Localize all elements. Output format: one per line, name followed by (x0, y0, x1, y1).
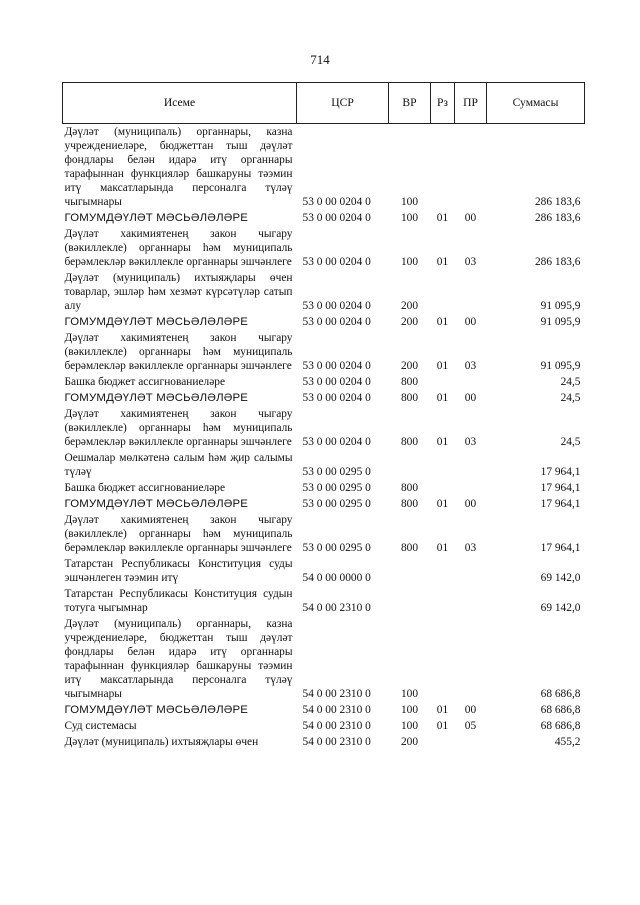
cell-name: Дәүләт хакимиятенең закон чыгару (вәкиллекле) органнары һәм муниципаль берәмлекләр вәкиллекле органнары эшчәнлеге (64, 514, 293, 554)
header-sum: Суммасы (487, 83, 585, 124)
cell-csr: 53 0 00 0204 0 (302, 360, 371, 372)
cell-pr: 00 (464, 498, 477, 510)
cell-pr (455, 734, 487, 750)
cell-sum: 17 964,1 (540, 498, 581, 510)
cell-rz: 01 (436, 212, 449, 224)
header-rz: Рз (431, 83, 455, 124)
cell-csr: 54 0 00 2310 0 (302, 688, 371, 700)
cell-rz: 01 (436, 720, 449, 732)
cell-pr: 03 (464, 360, 477, 372)
cell-sum: 24,5 (560, 376, 581, 388)
cell-pr (455, 586, 487, 616)
page-number: 714 (310, 52, 330, 67)
table-row (63, 124, 585, 211)
table-row (63, 586, 585, 616)
table-header (63, 83, 585, 124)
table-row (63, 330, 585, 374)
cell-rz: 01 (436, 704, 449, 716)
header-vr: ВР (389, 83, 431, 124)
cell-name: Дәүләт хакимиятенең закон чыгару (вәкиллекле) органнары һәм муниципаль берәмлекләр вәкиллекле органнары эшчәнлеге (64, 408, 293, 448)
table-row (63, 702, 585, 718)
table-body (63, 124, 585, 751)
cell-name: ГОМУМДӘҮЛӘТ МӘСЬӘЛӘЛӘРЕ (64, 704, 249, 716)
cell-rz: 01 (436, 256, 449, 268)
header-pr: ПР (455, 83, 487, 124)
cell-rz (431, 586, 455, 616)
cell-vr: 200 (400, 316, 419, 328)
cell-csr: 54 0 00 2310 0 (302, 704, 371, 716)
table-row (63, 210, 585, 226)
cell-name: Дәүләт хакимиятенең закон чыгару (вәкиллекле) органнары һәм муниципаль берәмлекләр вәкиллекле органнары эшчәнлеге (64, 228, 293, 268)
table-row (63, 450, 585, 480)
cell-pr (455, 124, 487, 211)
cell-rz: 01 (436, 360, 449, 372)
cell-name: Суд системасы (64, 720, 137, 732)
table-row (63, 374, 585, 390)
cell-rz: 01 (436, 436, 449, 448)
cell-csr: 53 0 00 0204 0 (302, 436, 371, 448)
cell-vr: 100 (400, 704, 419, 716)
cell-vr: 800 (400, 436, 419, 448)
cell-pr (455, 270, 487, 314)
cell-vr: 200 (400, 300, 419, 312)
cell-sum: 17 964,1 (540, 482, 581, 494)
cell-pr: 03 (464, 256, 477, 268)
cell-csr: 54 0 00 2310 0 (302, 602, 371, 614)
cell-rz (431, 450, 455, 480)
cell-vr (389, 586, 431, 616)
cell-csr: 53 0 00 0204 0 (302, 300, 371, 312)
cell-csr: 53 0 00 0295 0 (302, 482, 371, 494)
cell-vr: 800 (400, 392, 419, 404)
table-row (63, 734, 585, 750)
cell-pr (455, 480, 487, 496)
cell-pr (455, 616, 487, 702)
table-row (63, 270, 585, 314)
cell-name: Дәүләт (муниципаль) органнары, казна учреждениеләре, бюджеттан тыш дәүләт фондлары белән идарә итү органнары тарафыннан функцияләр башкаруны тәэмин итү максатларында персоналга түләү чыгымнары (64, 618, 293, 700)
table-row (63, 480, 585, 496)
cell-csr: 53 0 00 0204 0 (302, 256, 371, 268)
cell-csr: 53 0 00 0204 0 (302, 196, 371, 208)
cell-vr: 200 (400, 360, 419, 372)
cell-vr: 200 (400, 736, 419, 748)
cell-pr: 00 (464, 704, 477, 716)
cell-name: ГОМУМДӘҮЛӘТ МӘСЬӘЛӘЛӘРЕ (64, 392, 249, 404)
cell-sum: 24,5 (560, 436, 581, 448)
cell-vr: 800 (400, 542, 419, 554)
cell-rz: 01 (436, 498, 449, 510)
cell-pr: 03 (464, 542, 477, 554)
cell-pr (455, 374, 487, 390)
cell-csr: 53 0 00 0295 0 (302, 466, 371, 478)
cell-name: Дәүләт (муниципаль) ихтыяҗлары өчен товарлар, эшләр һәм хезмәт күрсәтүләр сатып алу (64, 272, 293, 312)
cell-name: ГОМУМДӘҮЛӘТ МӘСЬӘЛӘЛӘРЕ (64, 316, 249, 328)
cell-sum: 17 964,1 (540, 466, 581, 478)
cell-csr: 53 0 00 0204 0 (302, 212, 371, 224)
cell-vr: 800 (400, 482, 419, 494)
table-row (63, 390, 585, 406)
cell-vr: 100 (400, 688, 419, 700)
cell-name: Башка бюджет ассигнованиеләре (64, 376, 226, 388)
cell-name: ГОМУМДӘҮЛӘТ МӘСЬӘЛӘЛӘРЕ (64, 498, 249, 510)
cell-csr: 54 0 00 0000 0 (302, 572, 371, 584)
cell-name: Дәүләт (муниципаль) органнары, казна учреждениеләре, бюджеттан тыш дәүләт фондлары белән идарә итү органнары тарафыннан функцияләр башкаруны тәэмин итү максатларында персоналга түләү чыгымнары (64, 126, 293, 208)
cell-name: Дәүләт (муниципаль) ихтыяҗлары өчен (64, 736, 259, 748)
cell-rz (431, 480, 455, 496)
cell-sum: 91 095,9 (540, 300, 581, 312)
table-row (63, 314, 585, 330)
table-row (63, 556, 585, 586)
cell-pr: 00 (464, 212, 477, 224)
cell-sum: 68 686,8 (540, 720, 581, 732)
cell-vr: 100 (400, 720, 419, 732)
cell-pr: 00 (464, 316, 477, 328)
cell-pr: 03 (464, 436, 477, 448)
cell-sum: 69 142,0 (540, 602, 581, 614)
cell-sum: 24,5 (560, 392, 581, 404)
cell-sum: 286 183,6 (534, 212, 581, 224)
table-row (63, 718, 585, 734)
cell-vr: 100 (400, 212, 419, 224)
cell-rz (431, 270, 455, 314)
cell-sum: 68 686,8 (540, 704, 581, 716)
cell-vr: 100 (400, 196, 419, 208)
header-name: Исеме (63, 83, 297, 124)
cell-sum: 455,2 (554, 736, 581, 748)
cell-sum: 91 095,9 (540, 316, 581, 328)
cell-pr: 00 (464, 392, 477, 404)
cell-csr: 54 0 00 2310 0 (302, 736, 371, 748)
cell-sum: 68 686,8 (540, 688, 581, 700)
cell-sum: 91 095,9 (540, 360, 581, 372)
cell-name: Татарстан Республикасы Конституция судын тотуга чыгымнар (64, 588, 293, 614)
cell-csr: 53 0 00 0204 0 (302, 376, 371, 388)
cell-name: Башка бюджет ассигнованиеләре (64, 482, 226, 494)
cell-csr: 54 0 00 2310 0 (302, 720, 371, 732)
cell-rz: 01 (436, 392, 449, 404)
cell-csr: 53 0 00 0204 0 (302, 392, 371, 404)
cell-vr: 100 (400, 256, 419, 268)
cell-rz (431, 734, 455, 750)
table-row (63, 406, 585, 450)
cell-name: ГОМУМДӘҮЛӘТ МӘСЬӘЛӘЛӘРЕ (64, 212, 249, 224)
header-csr: ЦСР (297, 83, 389, 124)
cell-vr (389, 450, 431, 480)
cell-sum: 286 183,6 (534, 196, 581, 208)
cell-rz (431, 374, 455, 390)
table-row (63, 512, 585, 556)
table-row (63, 226, 585, 270)
cell-vr: 800 (400, 498, 419, 510)
cell-pr (455, 450, 487, 480)
table-row (63, 616, 585, 702)
cell-name: Татарстан Республикасы Конституция суды эшчәнлеген тәэмин итү (64, 558, 293, 584)
cell-name: Оешмалар мөлкәтенә салым һәм җир салымы түләү (64, 452, 293, 478)
cell-pr (455, 556, 487, 586)
cell-rz (431, 616, 455, 702)
cell-rz (431, 124, 455, 211)
cell-vr: 800 (400, 376, 419, 388)
cell-pr: 05 (464, 720, 477, 732)
cell-csr: 53 0 00 0295 0 (302, 542, 371, 554)
cell-rz (431, 556, 455, 586)
cell-sum: 17 964,1 (540, 542, 581, 554)
cell-rz: 01 (436, 316, 449, 328)
table-row (63, 496, 585, 512)
cell-sum: 286 183,6 (534, 256, 581, 268)
cell-csr: 53 0 00 0295 0 (302, 498, 371, 510)
cell-vr (389, 556, 431, 586)
budget-table (62, 82, 585, 750)
cell-name: Дәүләт хакимиятенең закон чыгару (вәкиллекле) органнары һәм муниципаль берәмлекләр вәкиллекле органнары эшчәнлеге (64, 332, 293, 372)
cell-csr: 53 0 00 0204 0 (302, 316, 371, 328)
cell-rz: 01 (436, 542, 449, 554)
cell-sum: 69 142,0 (540, 572, 581, 584)
